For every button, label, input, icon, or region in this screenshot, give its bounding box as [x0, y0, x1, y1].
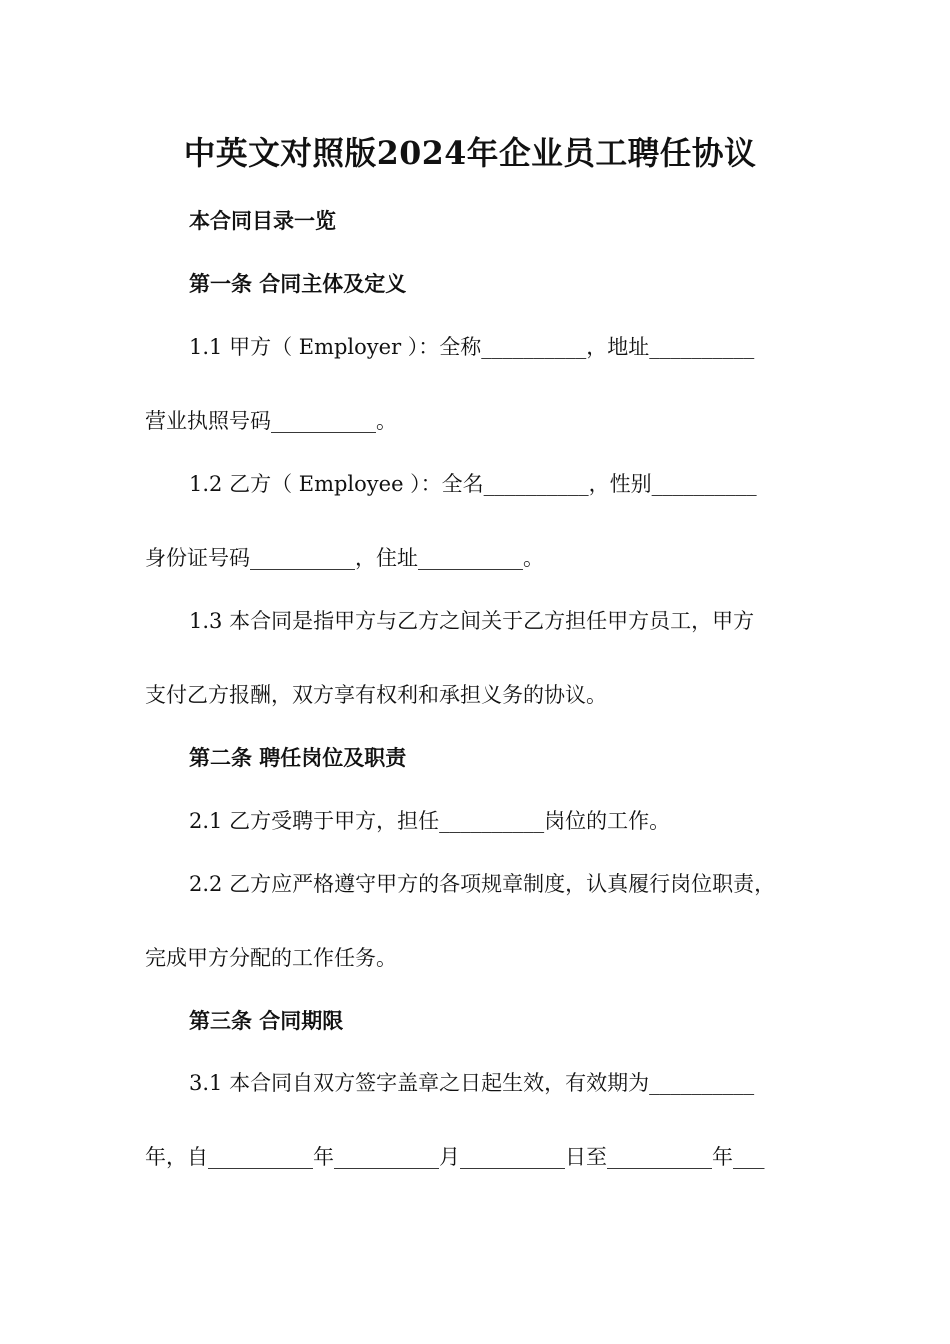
clause-1-2-line-2: 身份证号码__________，住址__________。 — [145, 546, 544, 570]
clause-1-1-line-2: 营业执照号码__________。 — [145, 409, 397, 433]
article-2-heading: 第二条 聘任岗位及职责 — [189, 745, 407, 770]
clause-3-1-line-2: 年，自__________年__________月__________日至__________年___ — [145, 1145, 765, 1169]
toc-heading: 本合同目录一览 — [189, 208, 336, 233]
clause-1-3-line-1: 1.3 本合同是指甲方与乙方之间关于乙方担任甲方员工，甲方 — [189, 609, 755, 633]
clause-2-1-line-1: 2.1 乙方受聘于甲方，担任__________岗位的工作。 — [189, 809, 671, 833]
clause-2-2-line-2: 完成甲方分配的工作任务。 — [145, 946, 397, 970]
article-3-heading: 第三条 合同期限 — [189, 1008, 344, 1033]
article-1-heading: 第一条 合同主体及定义 — [189, 271, 407, 296]
clause-2-2-line-1: 2.2 乙方应严格遵守甲方的各项规章制度，认真履行岗位职责， — [189, 872, 776, 896]
clause-3-1-line-1: 3.1 本合同自双方签字盖章之日起生效，有效期为__________ — [189, 1071, 755, 1095]
document-title: 中英文对照版2024年企业员工聘任协议 — [183, 134, 757, 172]
clause-1-3-line-2: 支付乙方报酬，双方享有权利和承担义务的协议。 — [145, 683, 607, 707]
clause-1-2-line-1: 1.2 乙方（ Employee ）：全名__________，性别__________ — [189, 472, 757, 496]
clause-1-1-line-1: 1.1 甲方（ Employer ）：全称__________，地址__________ — [189, 335, 755, 359]
